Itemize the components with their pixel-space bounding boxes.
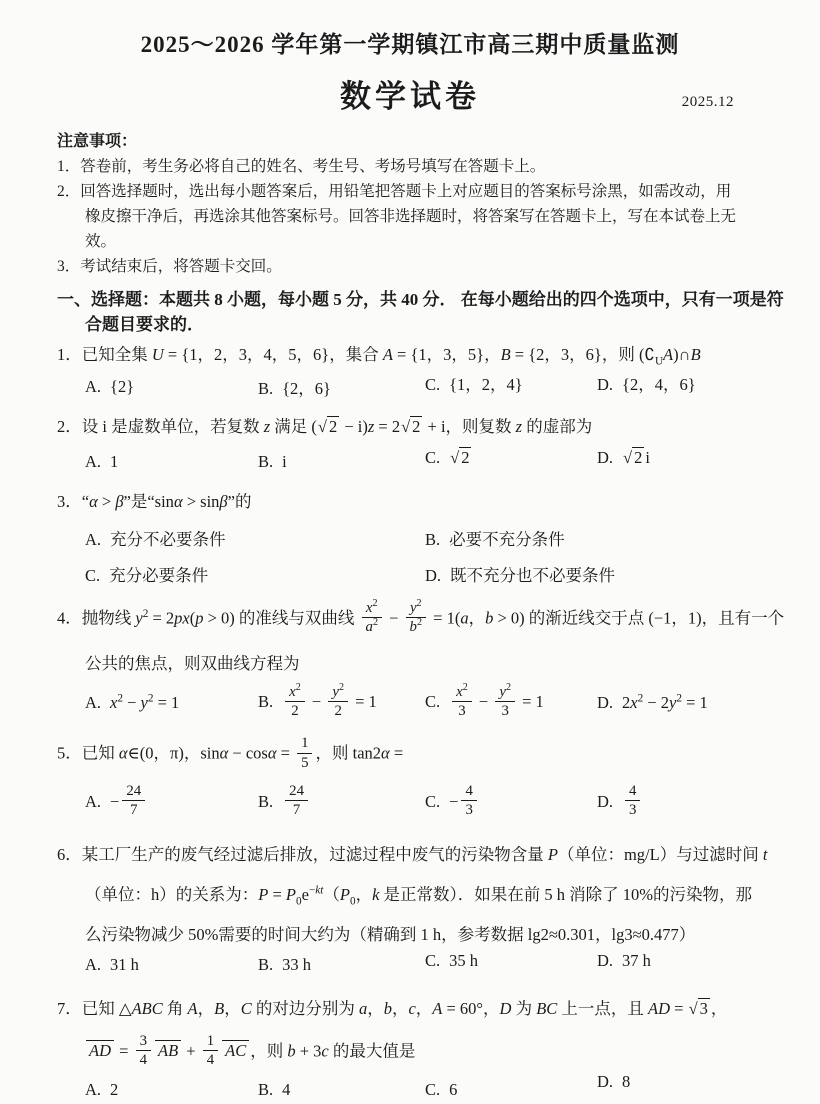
question-4 [57, 598, 790, 721]
option-value: 既不充分也不必要条件 [450, 566, 616, 585]
notice-item-2-line-3: 效。 [85, 233, 117, 250]
option-value: $2x^2 - 2y^2 = 1$ [622, 692, 708, 713]
option-value: $\frac{x^2}{3}$ − $\frac{y^2}{3}$ = 1 [449, 692, 544, 711]
question-4-option-c [425, 681, 597, 722]
option-label: C. [425, 950, 441, 970]
question-5-options [57, 782, 790, 821]
question-7-stem-line-1: 7．已知 △ABC 角 A，B，C 的对边分别为 a，b，c，A = 60°，D 为 BC 上一点，且 AD = √ 3 ， [57, 998, 728, 1018]
question-3-option-b [425, 526, 790, 550]
option-label: D. [597, 693, 614, 713]
question-2-option-a [85, 452, 258, 472]
option-value: {1，2，4} [449, 375, 523, 394]
option-label: D. [597, 375, 614, 394]
option-value: 1 [110, 451, 119, 471]
question-2-option-d [597, 447, 790, 468]
question-5-option-c [425, 782, 597, 821]
question-4-stem-line-1: 4．抛物线 $y^2 = 2px(p > 0)$ 的准线与双曲线 $\frac{x^2}{a^2}$ − $\frac{y^2}{b^2}$ = 1(a，b > 0) 的渐近线交于点 (−1，1)，且有一个 [57, 598, 785, 636]
option-label: A. [85, 530, 102, 549]
question-1-options [57, 375, 790, 399]
option-label: B. [425, 530, 441, 549]
option-value: 必要不充分条件 [449, 530, 565, 549]
option-label: D. [597, 1072, 614, 1092]
option-label: C. [85, 566, 101, 585]
question-1 [57, 343, 790, 399]
option-value: 充分不必要条件 [110, 530, 226, 549]
option-value: {2，6} [282, 379, 331, 398]
question-7-option-c [425, 1080, 597, 1100]
exam-subtitle: 数学试卷 [340, 79, 480, 114]
option-label: A. [85, 451, 102, 471]
option-label: B. [258, 379, 274, 398]
question-3 [57, 490, 790, 586]
option-value: 31 h [110, 954, 139, 974]
question-4-option-b [258, 681, 425, 722]
option-value: 33 h [282, 954, 312, 974]
question-1-option-d [597, 371, 790, 395]
option-value: 35 h [449, 950, 479, 970]
option-label: C. [425, 375, 441, 394]
exam-date: 2025.12 [681, 94, 734, 110]
option-label: D. [597, 791, 614, 811]
question-5-stem: 5．已知 α∈(0，π)，sinα − cosα = $\frac{1}{5}$ ，则 tan2α = [57, 735, 404, 771]
option-label: C. [425, 448, 441, 467]
notice-item-2-line-2: 橡皮擦干净后，再选涂其他答案标号。回答非选择题时，将答案写在答题卡上，写在本试卷上无 [85, 208, 737, 225]
question-4-option-d [597, 693, 790, 713]
option-label: B. [258, 1080, 274, 1100]
question-5-option-b [258, 782, 425, 821]
question-2 [57, 415, 790, 472]
option-value: 37 h [622, 950, 651, 970]
option-value: {2，4，6} [622, 375, 696, 394]
option-label: D. [597, 950, 614, 970]
question-6-stem-line-3: 么污染物减少 50%需要的时间大约为（精确到 1 h，参考数据 lg2≈0.301，lg3≈0.477） [85, 924, 696, 944]
question-6-option-a [85, 955, 258, 975]
question-4-stem-line-2: 公共的焦点，则双曲线方程为 [85, 653, 300, 673]
question-2-stem: 2．设 i 是虚数单位，若复数 z 满足 (√ 2 − i)z = 2√ 2 + i，则复数 z 的虚部为 [57, 417, 593, 436]
option-value: $\frac{24}{7}$ [282, 792, 311, 811]
option-label: D. [425, 566, 442, 585]
question-6-option-c [425, 951, 597, 971]
option-value: 6 [449, 1080, 458, 1100]
option-label: C. [425, 692, 441, 712]
question-4-option-a [85, 693, 258, 713]
question-2-options [57, 448, 790, 472]
question-5 [57, 737, 790, 820]
question-5-option-d [597, 782, 790, 821]
option-value: − $\frac{24}{7}$ [110, 792, 148, 811]
option-value: √ 2 i [623, 448, 650, 467]
exam-title: 2025～2026 学年第一学期镇江市高三期中质量监测 [140, 32, 680, 57]
option-value: $\frac{x^2}{2}$ − $\frac{y^2}{2}$ = 1 [282, 692, 377, 711]
option-label: A. [85, 1080, 102, 1100]
option-value: $x^2 - y^2 = 1$ [110, 692, 180, 713]
option-value: $\frac{4}{3}$ [622, 792, 643, 811]
question-7-option-d [597, 1072, 790, 1092]
exam-body [0, 129, 820, 1100]
question-1-option-a [85, 377, 258, 397]
section-1-heading-line-1: 一、选择题：本题共 8 小题，每小题 5 分，共 40 分． 在每小题给出的四个选项中，只有一项是符 [57, 290, 784, 309]
option-label: A. [85, 377, 102, 396]
question-6-stem-line-1: 6．某工厂生产的废气经过滤后排放，过滤过程中废气的污染物含量 P（单位：mg/L）与过滤时间 t [57, 844, 768, 864]
question-7 [57, 997, 790, 1101]
question-1-option-b [258, 375, 425, 399]
question-1-stem: 1．已知全集 U = {1，2，3，4，5，6}，集合 A = {1，3，5}，B = {2，3，6}，则 $(∁_UA)\cap B$ [57, 345, 701, 368]
exam-paper-page [0, 26, 820, 1104]
question-7-option-b [258, 1080, 425, 1100]
question-4-options [57, 681, 790, 722]
option-label: C. [425, 791, 441, 811]
option-label: B. [258, 451, 274, 471]
question-6 [57, 843, 790, 975]
notice-section [57, 129, 790, 279]
option-value: i [282, 451, 287, 471]
question-3-stem: 3．“α > β”是“sinα > sinβ”的 [57, 492, 252, 511]
question-5-option-a [85, 782, 258, 821]
notice-item-1: 1．答卷前，考生务必将自己的姓名、考生号、考场号填写在答题卡上。 [57, 158, 546, 175]
notice-item-2-line-1: 2．回答选择题时，选出每小题答案后，用铅笔把答题卡上对应题目的答案标号涂黑，如需改动，用 [57, 183, 732, 200]
section-1-heading [57, 287, 790, 337]
question-3-option-a [85, 526, 425, 550]
question-2-option-b [258, 452, 425, 472]
option-label: A. [85, 954, 102, 974]
option-label: B. [258, 791, 274, 811]
option-label: C. [425, 1080, 441, 1100]
question-3-options-row-1 [57, 526, 790, 550]
option-label: B. [258, 692, 274, 712]
question-7-option-a [85, 1080, 258, 1100]
option-label: A. [85, 693, 102, 713]
option-value: √ 2 [450, 448, 470, 467]
option-value: {2} [110, 377, 135, 396]
question-6-options [57, 950, 790, 975]
option-value: 充分必要条件 [109, 566, 209, 585]
question-1-option-c [425, 371, 597, 395]
question-7-stem-line-2: AD = $\frac{3}{4}$ AB + $\frac{1}{4}$ AC ，则 b + 3c 的最大值是 [57, 1035, 790, 1071]
option-value: 4 [282, 1080, 291, 1100]
question-2-option-c [425, 447, 597, 468]
option-label: D. [597, 448, 614, 467]
question-6-option-b [258, 955, 425, 975]
question-3-option-c [85, 562, 425, 586]
question-3-option-d [425, 562, 790, 586]
exam-subtitle-row [0, 71, 820, 113]
notice-heading: 注意事项： [57, 133, 138, 150]
question-7-options [57, 1072, 790, 1100]
option-label: B. [258, 954, 274, 974]
notice-item-3: 3．考试结束后，将答题卡交回。 [57, 258, 282, 275]
question-3-options-row-2 [57, 562, 790, 586]
option-value: 8 [622, 1072, 631, 1092]
question-6-option-d [597, 951, 790, 971]
question-6-stem-line-2: （单位：h）的关系为：$P = P_0e^{-kt}(P_0$，k 是正常数）．如果在前 5 h 消除了 10%的污染物，那 [85, 884, 753, 907]
option-label: A. [85, 791, 102, 811]
section-1-heading-line-2: 合题目要求的． [85, 315, 204, 334]
option-value: 2 [110, 1080, 119, 1100]
option-value: − $\frac{4}{3}$ [449, 792, 480, 811]
